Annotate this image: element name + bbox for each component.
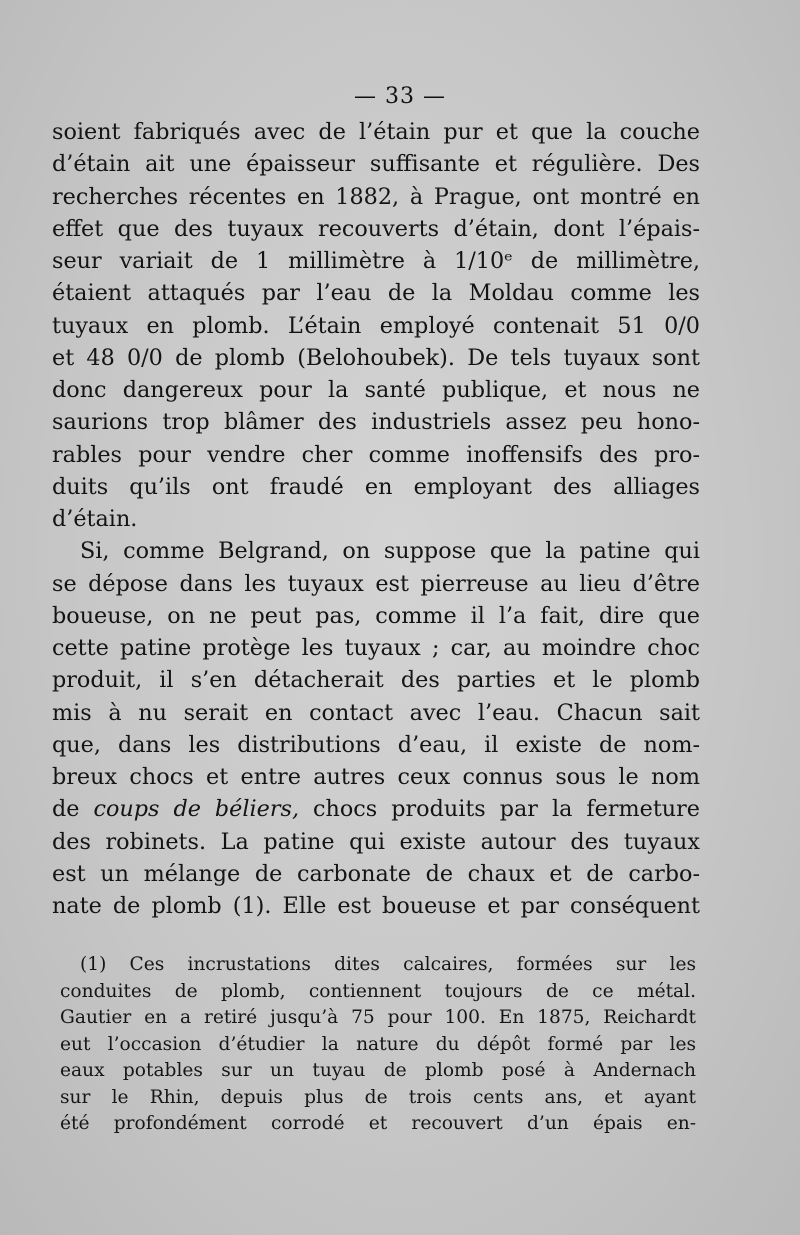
footnotes: [60, 952, 696, 1138]
text-line: des robinets. La patine qui existe autour des tuyaux: [52, 828, 700, 855]
text-line: effet que des tuyaux recouverts d’étain, dont l’épais-: [52, 215, 700, 242]
text-span: chocs produits par la fermeture: [313, 796, 700, 823]
text-line: que, dans les distributions d’eau, il existe de nom-: [52, 731, 700, 758]
footnote-line: été profondément corrodé et recouvert d’un épais en-: [60, 1113, 696, 1134]
text-line: soient fabriqués avec de l’étain pur et que la couche: [52, 119, 700, 145]
text-line-with-italic: [52, 793, 700, 825]
footnote-line: eut l’occasion d’étudier la nature du dépôt formé par les: [60, 1033, 696, 1055]
text-line: d’étain ait une épaisseur suffisante et régulière. Des: [52, 151, 700, 178]
text-line: duits qu’ils ont fraudé en employant des alliages: [52, 473, 700, 500]
page-number: — 33 —: [354, 84, 446, 109]
footnote-line: (1) Ces incrustations dites calcaires, formées sur les: [80, 954, 696, 975]
italic-term: coups de béliers,: [93, 796, 300, 823]
text-line: d’étain.: [52, 506, 138, 532]
text-line: saurions trop blâmer des industriels assez peu hono-: [52, 409, 700, 436]
text-line: mis à nu serait en contact avec l’eau. Chacun sait: [52, 699, 700, 726]
text-line: rables pour vendre cher comme inoffensifs des pro-: [52, 441, 700, 468]
text-line: se dépose dans les tuyaux est pierreuse au lieu d’être: [52, 570, 700, 597]
text-line: cette patine protège les tuyaux ; car, au moindre choc: [52, 635, 700, 661]
text-line: recherches récentes en 1882, à Prague, ont montré en: [52, 183, 700, 210]
text-line: breux chocs et entre autres ceux connus sous le nom: [52, 764, 700, 790]
text-line: donc dangereux pour la santé publique, et nous ne: [52, 377, 700, 403]
footnote-line: Gautier en a retiré jusqu’à 75 pour 100. En 1875, Reichardt: [60, 1007, 696, 1028]
text-line: Si, comme Belgrand, on suppose que la patine qui: [80, 538, 700, 565]
text-line: étaient attaqués par l’eau de la Moldau comme les: [52, 280, 700, 307]
text-line: seur variait de 1 millimètre à 1/10ᵉ de millimètre,: [52, 248, 700, 274]
text-line: et 48 0/0 de plomb (Belohoubek). De tels tuyaux sont: [52, 344, 700, 371]
text-span: de: [52, 796, 80, 823]
text-line: tuyaux en plomb. L’étain employé contenait 51 0/0: [52, 312, 700, 339]
footnote-line: conduites de plomb, contiennent toujours de ce métal.: [60, 980, 696, 1002]
text-line: nate de plomb (1). Elle est boueuse et par conséquent: [52, 893, 700, 919]
footnote-line: eaux potables sur un tuyau de plomb posé à Andernach: [60, 1060, 696, 1081]
text-line: produit, il s’en détacherait des parties et le plomb: [52, 667, 700, 694]
footnote-line: sur le Rhin, depuis plus de trois cents ans, et ayant: [60, 1086, 696, 1108]
text-line: est un mélange de carbonate de chaux et de carbo-: [52, 860, 700, 887]
body-text: [52, 116, 700, 922]
text-line: boueuse, on ne peut pas, comme il l’a fait, dire que: [52, 602, 700, 629]
